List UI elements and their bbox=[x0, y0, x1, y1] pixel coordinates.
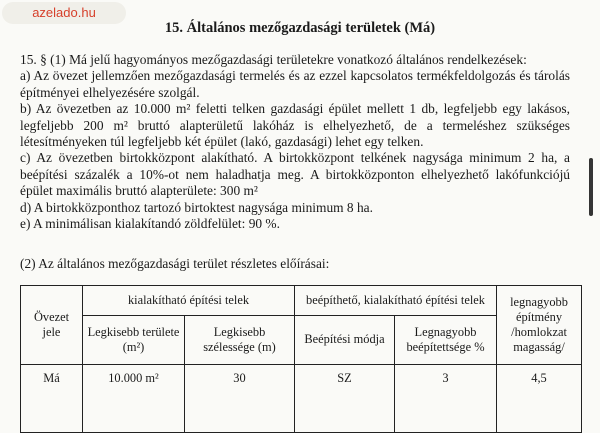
cell-min-area: 10.000 m² bbox=[83, 364, 185, 432]
header-group-1: kialakítható építési telek bbox=[83, 286, 295, 316]
item-d: d) A birtokközponthoz tartozó birtoktest nagysága minimum 8 ha. bbox=[20, 199, 373, 215]
regulation-table bbox=[20, 285, 582, 433]
item-e: e) A minimálisan kialakítandó zöldfelület: 90 %. bbox=[20, 216, 280, 232]
cell-min-width: 30 bbox=[185, 364, 295, 432]
section-2-heading: (2) Az általános mezőgazdasági terület részletes előírásai: bbox=[20, 256, 330, 271]
cell-zone: Má bbox=[21, 364, 83, 432]
header-min-area: Legkisebb területe (m²) bbox=[83, 316, 185, 364]
header-height: legnagyobb építmény /homlokzat magasság/ bbox=[497, 286, 582, 365]
paragraph-1 bbox=[20, 52, 570, 232]
header-zone: Övezet jele bbox=[21, 286, 83, 365]
page-title: 15. Általános mezőgazdasági területek (Má) bbox=[164, 20, 436, 36]
watermark-badge[interactable]: azelado.hu bbox=[2, 2, 126, 24]
header-build-mode: Beépítési módja bbox=[295, 316, 395, 364]
cell-build-mode: SZ bbox=[295, 364, 395, 432]
item-c: c) Az övezetben birtokközpont alakítható. A birtokközpont telkének nagysága minimum 2 ha, a beépítési százalék a 10%-ot nem haladhatja meg. A birtokközponton elhelyezhető lakófunkciójú épület maximális bruttó alapterülete: 300 m² bbox=[20, 150, 570, 199]
cell-max-coverage: 3 bbox=[395, 364, 497, 432]
item-b: b) Az övezetben az 10.000 m² feletti telken gazdasági épület mellett 1 db, legfeljebb egy lakásos, legfeljebb 200 m² bruttó alapterületű lakóház is elhelyezhető, de a termeléshez szükséges létesítményeken túl legfeljebb két épület (lakó, gazdasági) lehet egy telken. bbox=[20, 101, 570, 150]
header-min-width: Legkisebb szélessége (m) bbox=[185, 316, 295, 364]
item-a: a) Az övezet jellemzően mezőgazdasági termelés és az ezzel kapcsolatos termékfeldolgozás és tárolás építményei elhelyezésére szolgál. bbox=[20, 68, 570, 100]
section-intro: 15. § (1) Má jelű hagyományos mezőgazdasági területekre vonatkozó általános rendelkezések: bbox=[20, 52, 527, 67]
header-group-2: beépíthető, kialakítható építési telek bbox=[295, 286, 497, 316]
header-max-coverage: Legnagyobb beépítettsége % bbox=[395, 316, 497, 364]
cell-height: 4,5 bbox=[497, 364, 582, 432]
scrollbar-thumb[interactable] bbox=[589, 158, 593, 216]
